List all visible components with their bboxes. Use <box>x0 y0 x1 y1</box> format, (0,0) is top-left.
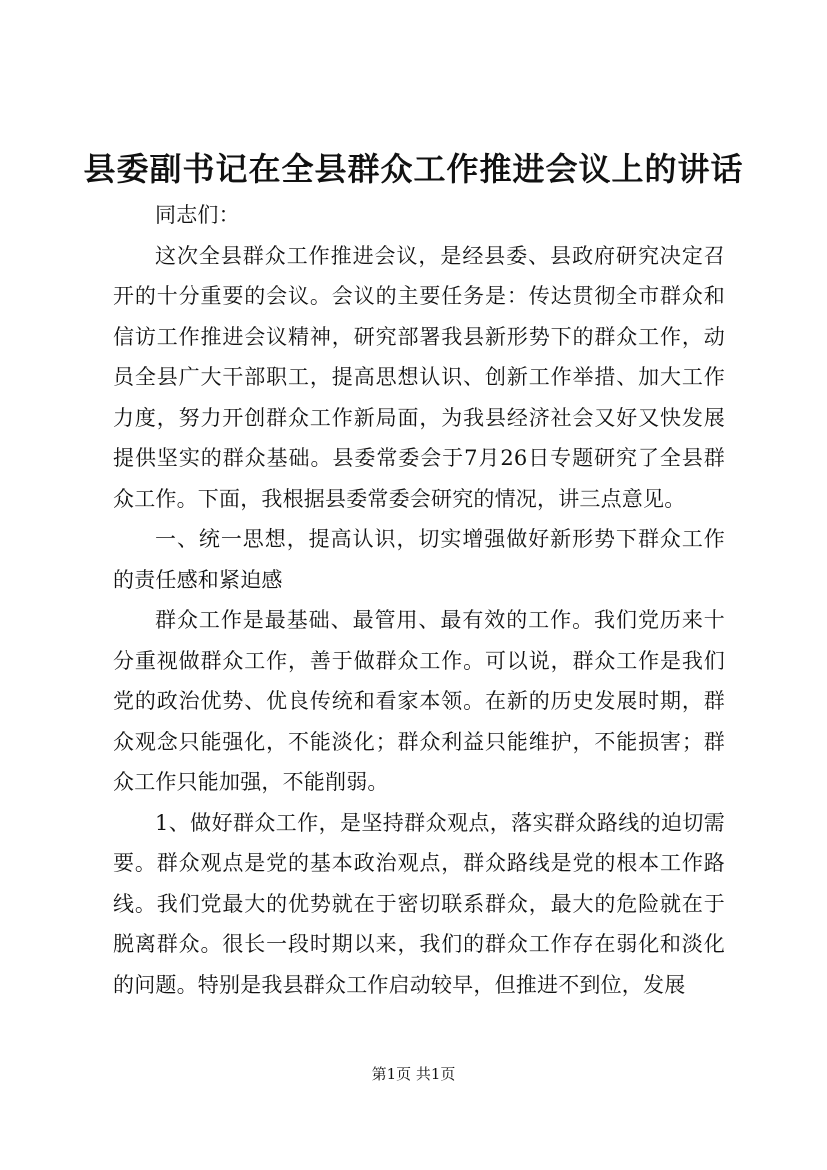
section-heading: 一、统一思想，提高认识，切实增强做好新形势下群众工作的责任感和紧迫感 <box>113 527 725 592</box>
paragraph: 这次全县群众工作推进会议，是经县委、县政府研究决定召开的十分重要的会议。会议的主要任务是：传达贯彻全市群众和信访工作推进会议精神，研究部署我县新形势下的群众工作，动员全县广大干部职工，提高思想认识、创新工作举措、加大工作力度，努力开创群众工作新局面，为我县经济社会又好又快发展提供坚实的群众基础。县委常委会于7月26日专题研究了全县群众工作。下面，我根据县委常委会研究的情况，讲三点意见。 <box>113 243 725 511</box>
page-footer: 第1页 共1页 <box>371 1065 456 1083</box>
salutation: 同志们： <box>155 203 240 227</box>
paragraph: 1、做好群众工作，是坚持群众观点，落实群众路线的迫切需要。群众观点是党的基本政治观点，群众路线是党的根本工作路线。我们党最大的优势就在于密切联系群众，最大的危险就在于脱离群众。很长一段时期以来，我们的群众工作存在弱化和淡化的问题。特别是我县群众工作启动较早，但推进不到位，发展 <box>113 810 725 997</box>
document-title: 县委副书记在全县群众工作推进会议上的讲话 <box>83 150 744 188</box>
document-body <box>113 195 725 1005</box>
paragraph: 群众工作是最基础、最管用、最有效的工作。我们党历来十分重视做群众工作，善于做群众工作。可以说，群众工作是我们党的政治优势、优良传统和看家本领。在新的历史发展时期，群众观念只能强化，不能淡化；群众利益只能维护，不能损害；群众工作只能加强，不能削弱。 <box>113 608 725 794</box>
